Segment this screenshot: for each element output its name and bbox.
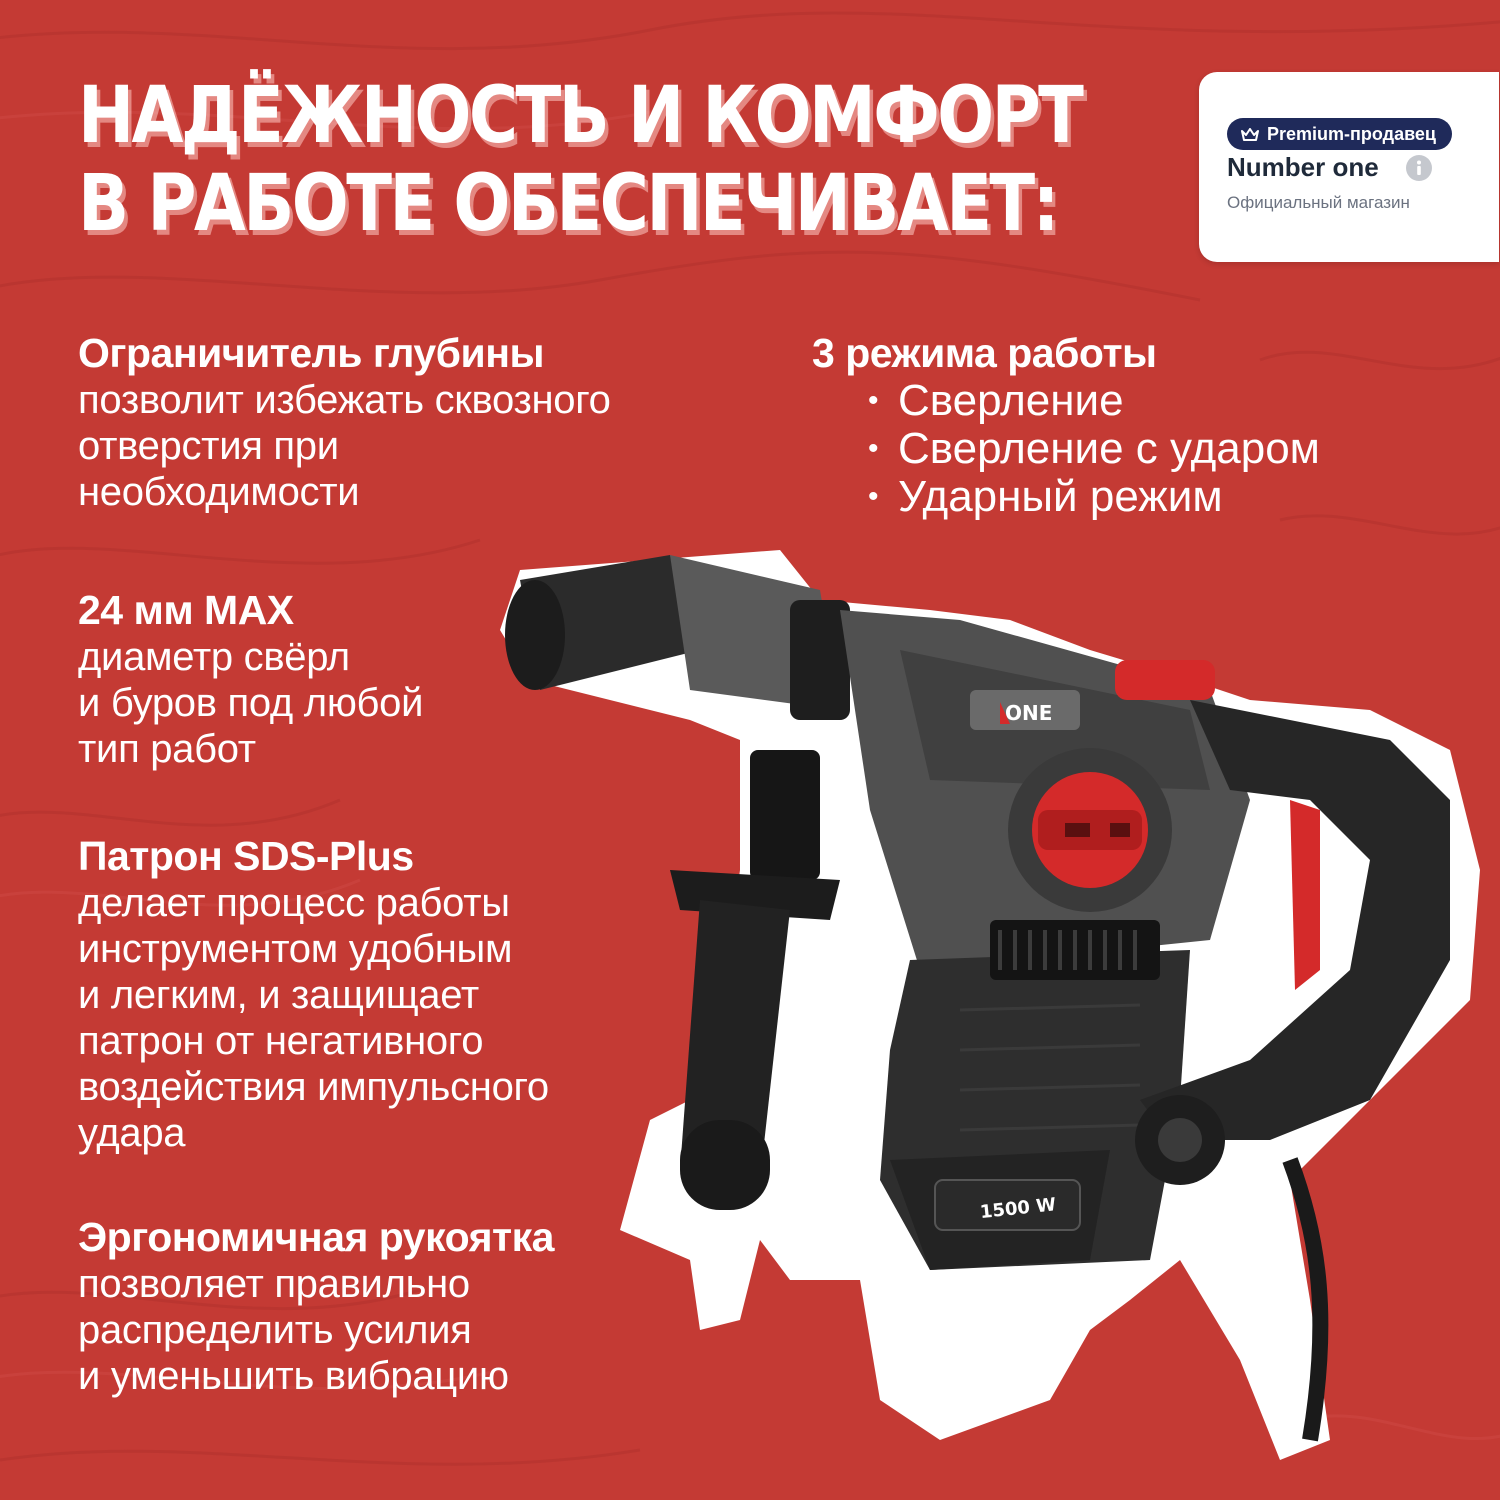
mode-item: • Ударный режим [868,472,1223,521]
mode-item: • Сверление [868,376,1124,425]
mode-item: • Сверление с ударом [868,424,1320,473]
feature-description-line: необходимости [78,470,360,514]
feature-description-line: распределить усилия [78,1308,472,1352]
brand-mark: ONE [1005,701,1053,725]
premium-seller-label: Premium-продавец [1267,124,1436,144]
feature-description-line: и легким, и защищает [78,973,479,1017]
bullet-dot-icon: • [868,480,879,513]
mode-selector-dial [1008,748,1172,912]
feature-title: Эргономичная рукоятка [78,1214,554,1260]
headline-line-2: В РАБОТЕ ОБЕСПЕЧИВАЕТ: [78,159,1057,249]
bullet-dot-icon: • [868,384,879,417]
motor-housing [880,920,1190,1270]
feature-description-line: воздействия импульсного [78,1065,549,1109]
info-icon[interactable] [1406,155,1432,181]
feature-description-line: позволяет правильно [78,1262,470,1306]
feature-description-line: диаметр свёрл [78,635,350,679]
feature-modes [812,329,1320,521]
modes-list [812,377,1320,521]
feature-description-line: удара [78,1111,186,1155]
feature-ergonomic-handle [78,1213,554,1399]
feature-sds-plus [78,832,549,1156]
feature-title: 24 мм MAX [78,587,294,633]
feature-max-diameter [78,586,423,772]
crown-icon [1241,128,1259,142]
modes-title: 3 режима работы [812,330,1157,376]
feature-depth-stop [78,329,611,515]
feature-description-line: и уменьшить вибрацию [78,1354,509,1398]
feature-description-line: отверстия при [78,424,339,468]
official-store-label: Официальный магазин [1227,193,1410,212]
premium-seller-pill [1227,118,1452,150]
feature-description-line: и буров под любой [78,681,424,725]
feature-title: Ограничитель глубины [78,330,544,376]
seller-name: Number one [1227,152,1379,182]
feature-description-line: делает процесс работы [78,881,510,925]
headline [78,72,1081,248]
feature-description-line: инструментом удобным [78,927,513,971]
rotary-hammer-image [490,540,1500,1500]
headline-line-1: НАДЁЖНОСТЬ И КОМФОРТ [78,71,1082,161]
power-label: 1500 W [979,1194,1058,1224]
feature-description-line: патрон от негативного [78,1019,484,1063]
feature-description-line: тип работ [78,727,256,771]
bullet-dot-icon: • [868,432,879,465]
feature-description-line: позволит избежать сквозного [78,378,611,422]
feature-title: Патрон SDS-Plus [78,833,414,879]
seller-badge[interactable] [1199,72,1499,262]
